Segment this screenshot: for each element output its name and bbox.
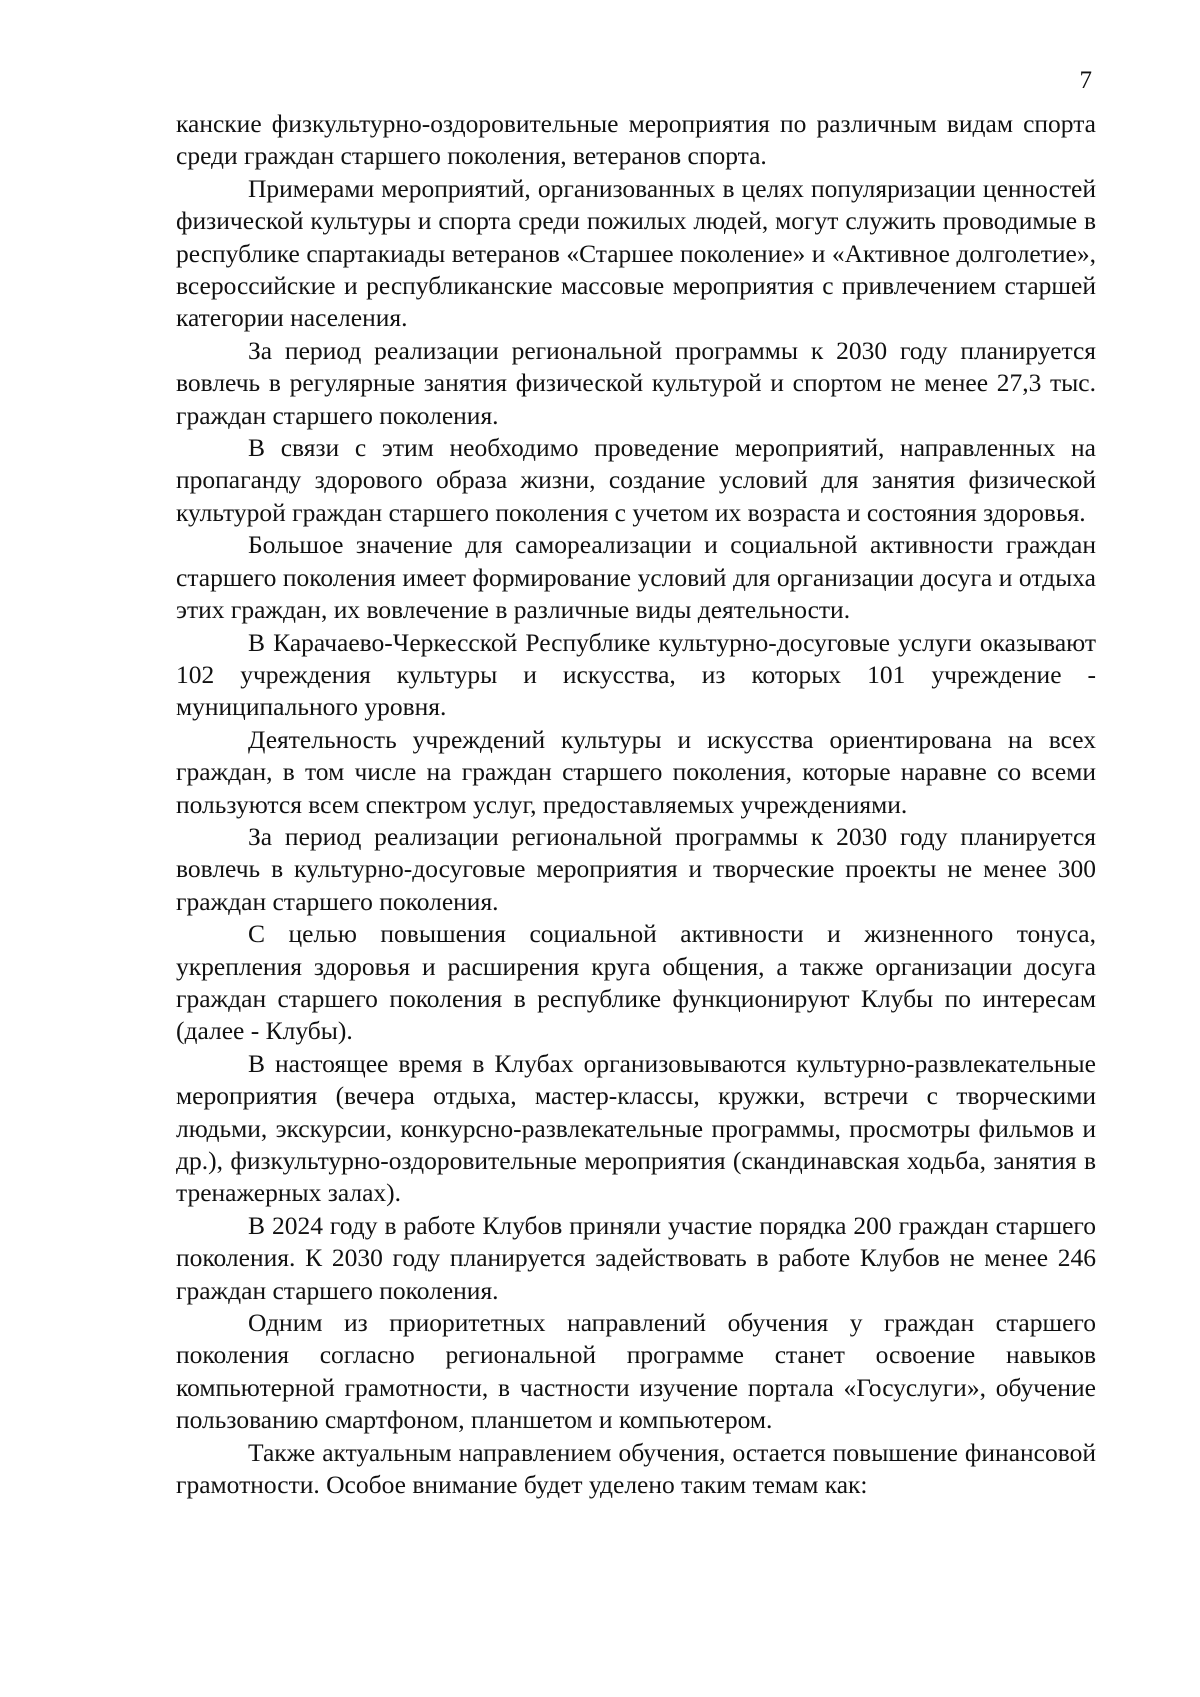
paragraph-culture-target: За период реализации региональной программы к 2030 году планируется вовлечь в культурно-досуговые мероприятия и творческие проекты не менее 300 граждан старшего поколения. [176, 821, 1096, 916]
paragraph-culture-activity: Деятельность учреждений культуры и искусства ориентирована на всех граждан, в том числе на граждан старшего поколения, которые наравне со всеми пользуются всем спектром услуг, предоставляемых учреждениями. [176, 724, 1096, 819]
page-number: 7 [1079, 67, 1092, 94]
paragraph-culture-institutions: В Карачаево-Черкесской Республике культурно-досуговые услуги оказывают 102 учреждения культуры и искусства, из которых 101 учреждение - муниципального уровня. [176, 627, 1096, 722]
paragraph-healthy-lifestyle: В связи с этим необходимо проведение мероприятий, направленных на пропаганду здорового образа жизни, создание условий для занятия физической культурой граждан старшего поколения с учетом их возраста и состояния здоровья. [176, 433, 1096, 527]
paragraph-leisure: Большое значение для самореализации и социальной активности граждан старшего поколения имеет формирование условий для организации досуга и отдыха этих граждан, их вовлечение в различные виды деятельности. [176, 530, 1096, 625]
paragraph-clubs: С целью повышения социальной активности и жизненного тонуса, укрепления здоровья и расширения круга общения, а также организации досуга граждан старшего поколения в республике функционируют Клубы по интересам (далее - Клубы). [176, 919, 1096, 1046]
paragraph-club-target: В 2024 году в работе Клубов приняли участие порядка 200 граждан старшего поколения. К 2030 году планируется задействовать в работе Клубов не менее 246 граждан старшего поколения. [176, 1210, 1096, 1305]
paragraph-financial-literacy: Также актуальным направлением обучения, остается повышение финансовой грамотности. Особое внимание будет уделено таким темам как: [176, 1437, 1096, 1500]
paragraph-sport-target: За период реализации региональной программы к 2030 году планируется вовлечь в регулярные занятия физической культурой и спортом не менее 27,3 тыс. граждан старшего поколения. [176, 335, 1096, 430]
document-body [176, 108, 1096, 1501]
paragraph-sport-events: Примерами мероприятий, организованных в целях популяризации ценностей физической культуры и спорта среди пожилых людей, могут служить проводимые в республике спартакиады ветеранов «Старшее поколение» и «Активное долголетие», всероссийские и республиканские массовые мероприятия с привлечением старшей категории населения. [176, 173, 1096, 333]
paragraph-club-events: В настоящее время в Клубах организовываются культурно-развлекательные мероприятия (вечера отдыха, мастер-классы, кружки, встречи с творческими людьми, экскурсии, конкурсно-развлекательные программы, просмотры фильмов и др.), физкультурно-оздоровительные мероприятия (скандинавская ходьба, занятия в тренажерных залах). [176, 1048, 1096, 1208]
paragraph-continuation: канские физкультурно-оздоровительные мероприятия по различным видам спорта среди граждан старшего поколения, ветеранов спорта. [176, 109, 1096, 171]
paragraph-computer-literacy: Одним из приоритетных направлений обучения у граждан старшего поколения согласно региональной программе станет освоение навыков компьютерной грамотности, в частности изучение портала «Госуслуги», обучение пользованию смартфоном, планшетом и компьютером. [176, 1308, 1096, 1435]
